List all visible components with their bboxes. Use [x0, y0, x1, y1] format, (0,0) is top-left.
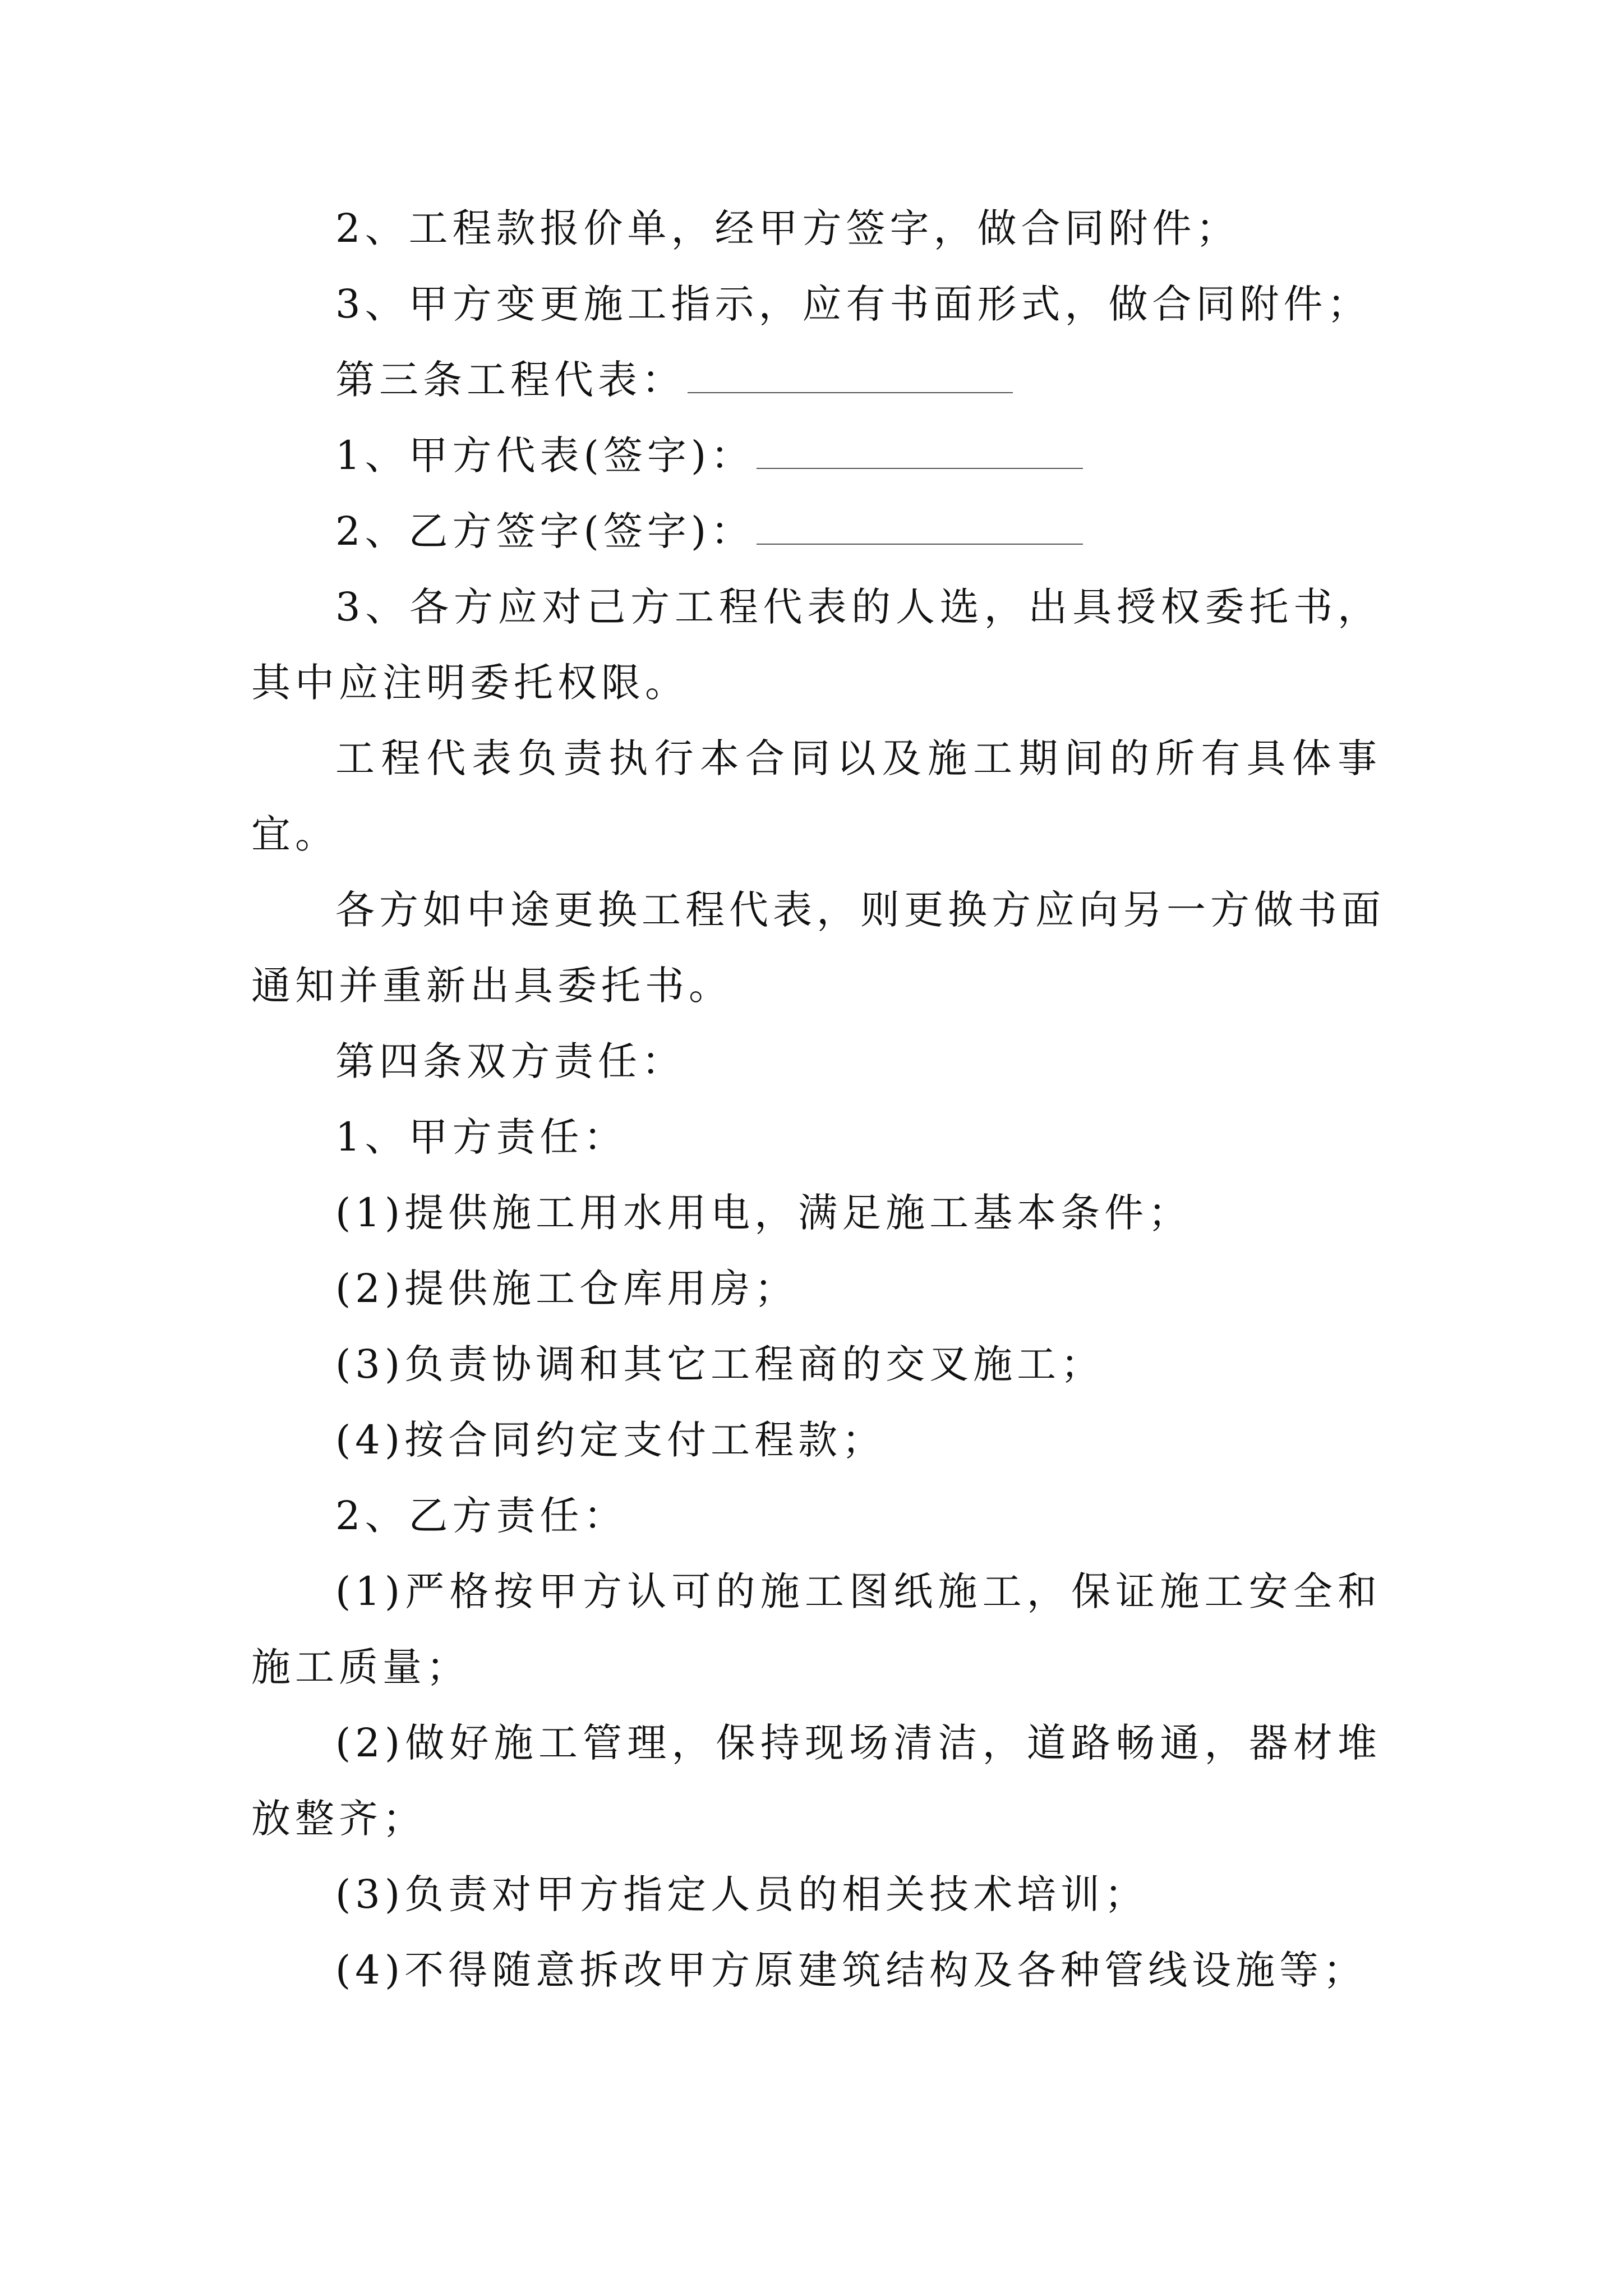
line-text: (2)提供施工仓库用房； — [335, 1266, 799, 1312]
line-text: 第三条工程代表： — [335, 357, 685, 403]
line-text: (4)按合同约定支付工程款； — [335, 1417, 886, 1463]
text-line — [251, 418, 1381, 494]
line-text: 各方如中途更换工程代表，则更换方应向另一方做书面 — [335, 887, 1385, 933]
text-line — [251, 266, 1381, 342]
text-line — [251, 494, 1381, 569]
text-line — [251, 1251, 1381, 1327]
line-text: (4)不得随意拆改甲方原建筑结构及各种管线设施等； — [335, 1947, 1367, 1993]
line-text: 1、甲方责任： — [335, 1114, 628, 1160]
line-text: 通知并重新出具委托书。 — [251, 963, 732, 1009]
text-line — [251, 721, 1381, 797]
line-text: (3)负责对甲方指定人员的相关技术培训； — [335, 1871, 1149, 1917]
line-text: 宜。 — [251, 811, 339, 857]
text-line — [251, 1099, 1381, 1175]
text-line — [251, 645, 1381, 721]
line-text: 1、甲方代表(签字)： — [335, 432, 755, 478]
signature-blank — [757, 510, 1083, 545]
document-body — [251, 191, 1385, 2008]
text-line — [251, 191, 1381, 266]
text-line — [251, 569, 1381, 645]
text-line — [251, 1857, 1381, 1932]
line-text: (2)做好施工管理，保持现场清洁，道路畅通，器材堆 — [335, 1720, 1381, 1766]
line-text: 第四条双方责任： — [335, 1038, 685, 1084]
text-line — [251, 1630, 1381, 1705]
line-text: 2、乙方责任： — [335, 1493, 628, 1539]
text-line — [251, 797, 1381, 872]
text-line — [251, 1554, 1381, 1630]
line-text: 3、各方应对己方工程代表的人选，出具授权委托书， — [335, 584, 1381, 630]
text-line — [251, 1175, 1381, 1251]
line-text: 3、甲方变更施工指示，应有书面形式，做合同附件； — [335, 281, 1371, 327]
text-line — [251, 1024, 1381, 1099]
line-text: 工程代表负责执行本合同以及施工期间的所有具体事 — [335, 735, 1381, 781]
text-line — [251, 1932, 1381, 2008]
line-text: 施工质量； — [251, 1644, 470, 1690]
line-text: (1)严格按甲方认可的施工图纸施工，保证施工安全和 — [335, 1568, 1381, 1614]
text-line — [251, 1705, 1381, 1781]
text-line — [251, 1327, 1381, 1402]
text-line — [251, 342, 1381, 418]
line-text: (3)负责协调和其它工程商的交叉施工； — [335, 1341, 1105, 1387]
line-text: (1)提供施工用水用电，满足施工基本条件； — [335, 1190, 1192, 1236]
line-text: 其中应注明委托权限。 — [251, 660, 689, 706]
text-line — [251, 1478, 1381, 1554]
text-line — [251, 872, 1385, 948]
line-text: 2、工程款报价单，经甲方签字，做合同附件； — [335, 205, 1240, 251]
text-line — [251, 948, 1381, 1024]
line-text: 放整齐； — [251, 1796, 426, 1842]
signature-blank — [757, 434, 1083, 469]
text-line — [251, 1402, 1381, 1478]
signature-blank — [688, 358, 1013, 393]
line-text: 2、乙方签字(签字)： — [335, 508, 755, 554]
text-line — [251, 1781, 1381, 1857]
